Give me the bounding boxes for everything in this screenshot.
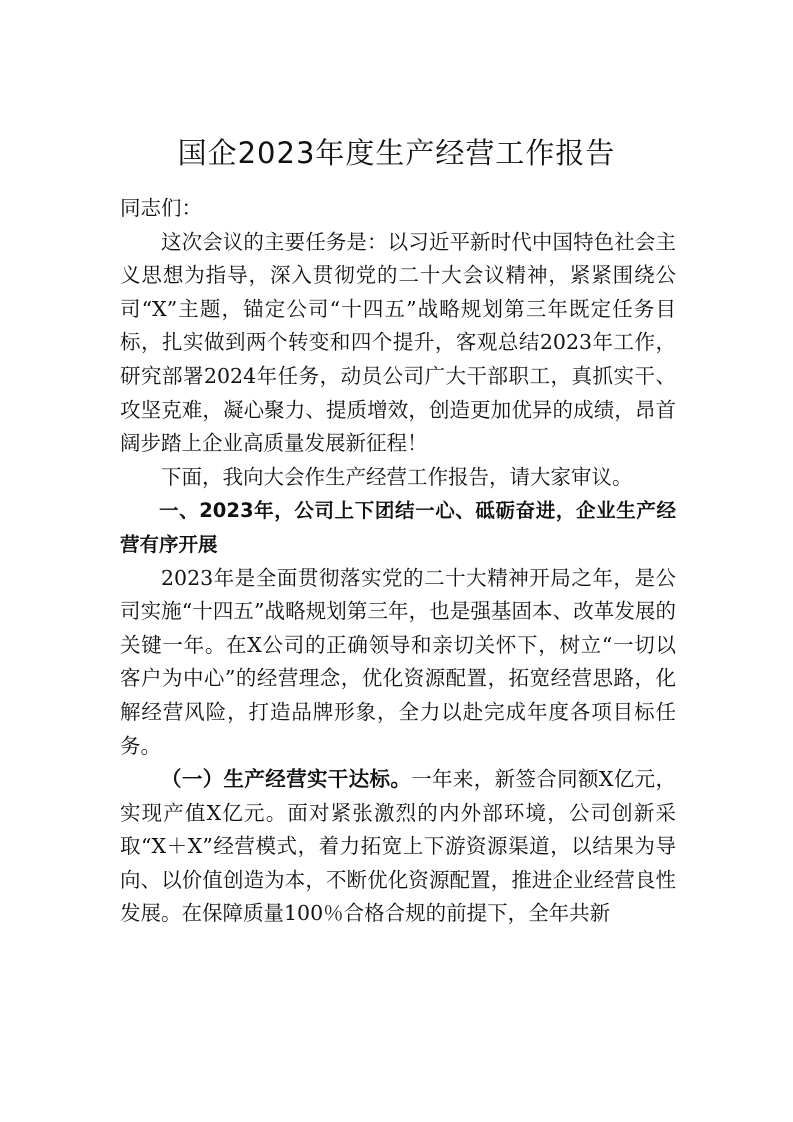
section-heading: 一、2023年，公司上下团结一心、砥砺奋进，企业生产经营有序开展 (120, 499, 676, 556)
intro-paragraph: 这次会议的主要任务是：以习近平新时代中国特色社会主义思想为指导，深入贯彻党的二十大会议精神，紧紧围绕公司“X”主题，锚定公司“十四五”战略规划第三年既定任务目标，扎实做到两个转变和四个提升，客观总结2023年工作，研究部署2024年任务，动员公司广大干部职工，真抓实干、攻坚克难，凝心聚力、提质增效，创造更加优异的成绩，昂首阔步踏上企业高质量发展新征程！ (120, 229, 676, 456)
report-paragraph: 下面，我向大会作生产经营工作报告，请大家审议。 (161, 464, 633, 489)
document-body (120, 192, 676, 931)
subsection-text: 一年来，新签合同额X亿元，实现产值X亿元。面对紧张激烈的内外部环境，公司创新采取“X＋X”经营模式，着力拓宽上下游资源渠道，以结果为导向、以价值创造为本，不断优化资源配置，推进企业经营良性发展。在保障质量100％合格合规的前提下，全年共新 (120, 767, 676, 926)
section-paragraph: 2023年是全面贯彻落实党的二十大精神开局之年，是公司实施“十四五”战略规划第三年，也是强基固本、改革发展的关键一年。在X公司的正确领导和亲切关怀下，树立“一切以客户为中心”的经营理念，优化资源配置，拓宽经营思路，化解经营风险，打造品牌形象，全力以赴完成年度各项目标任务。 (120, 565, 676, 758)
salutation: 同志们： (120, 196, 202, 220)
subsection-paragraph (120, 763, 676, 931)
subsection-heading: （一）生产经营实干达标。 (161, 767, 412, 792)
document-title: 国企2023年度生产经营工作报告 (177, 136, 616, 170)
